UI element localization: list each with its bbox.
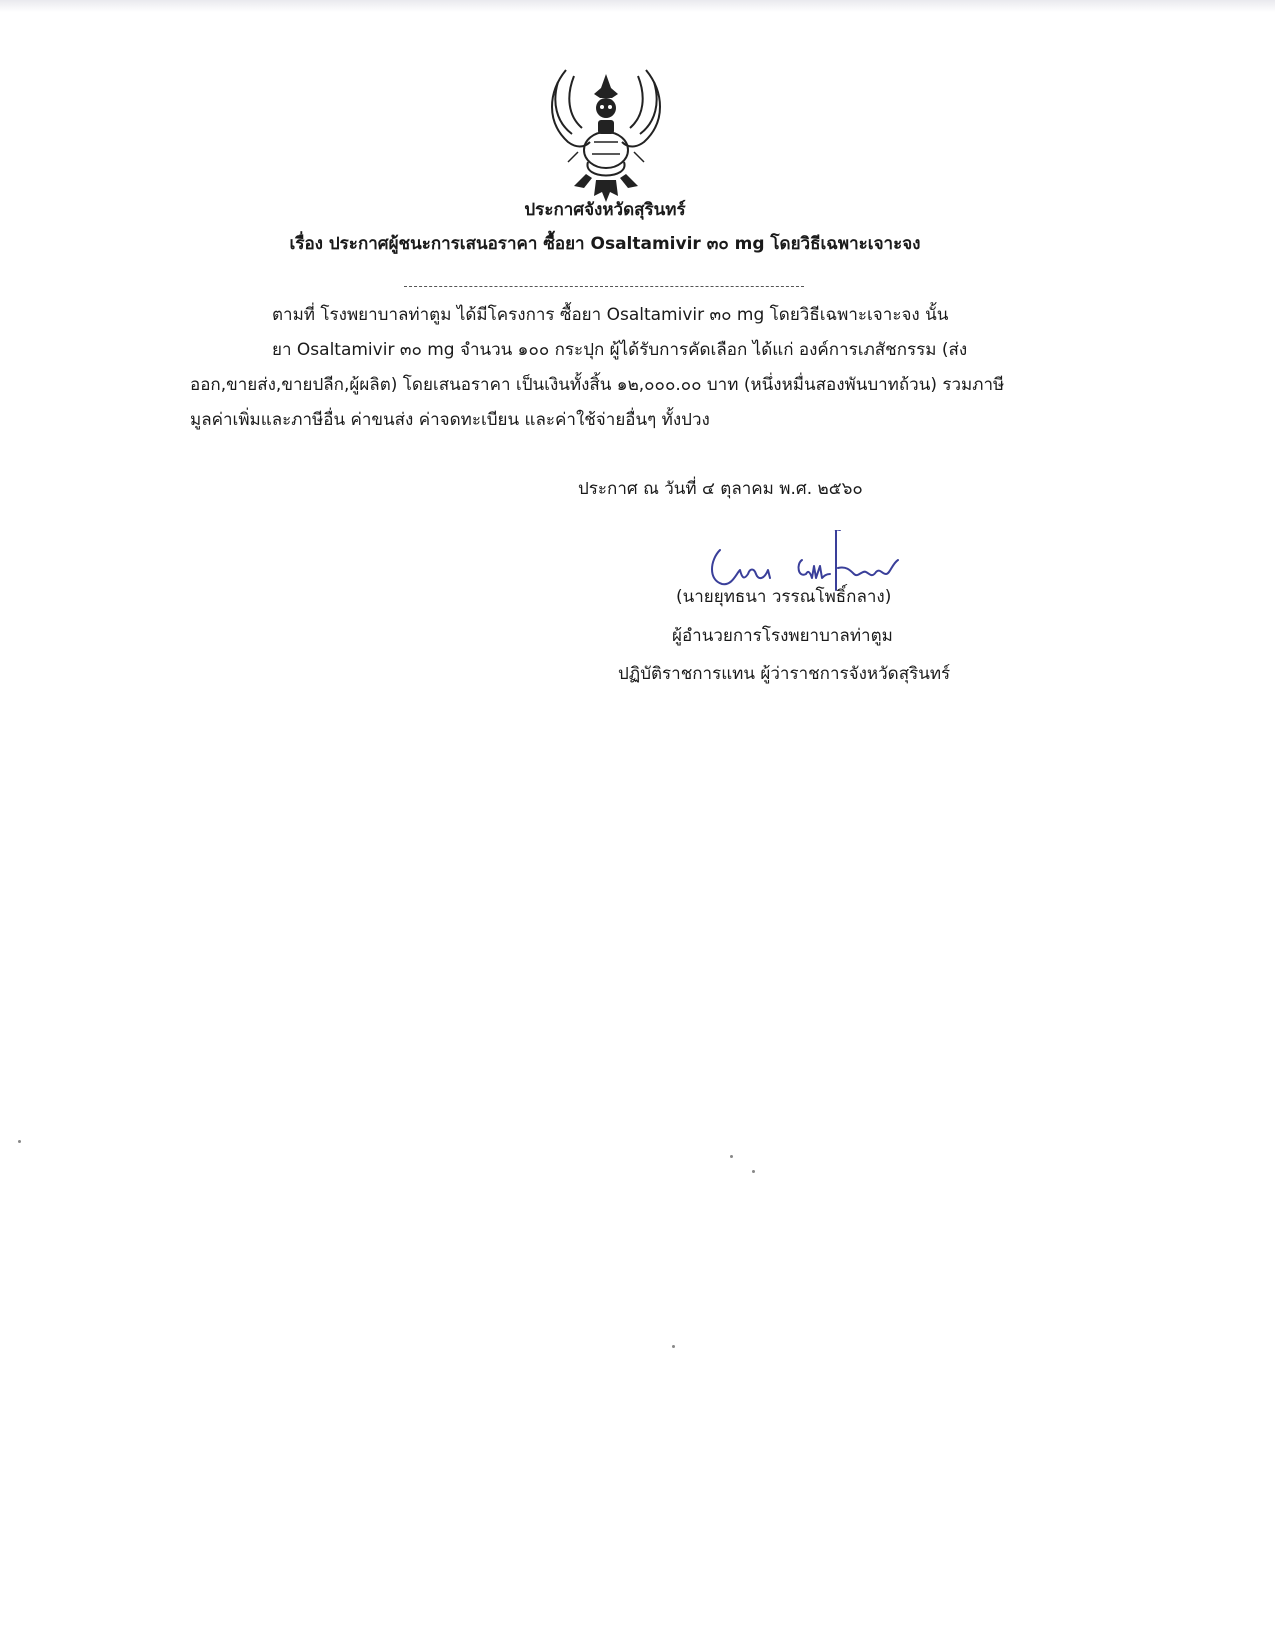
signer-position: ผู้อำนวยการโรงพยาบาลท่าตูม xyxy=(672,626,893,646)
scan-speck xyxy=(730,1155,733,1158)
signer-acting-on-behalf: ปฏิบัติราชการแทน ผู้ว่าราชการจังหวัดสุรินทร์ xyxy=(618,664,951,684)
announcement-date: ประกาศ ณ วันที่ ๔ ตุลาคม พ.ศ. ๒๕๖๐ xyxy=(578,479,863,499)
announcement-title: ประกาศจังหวัดสุรินทร์ xyxy=(524,200,686,220)
scan-speck xyxy=(752,1170,755,1173)
scan-edge-shade xyxy=(0,0,1275,12)
signer-name: (นายยุทธนา วรรณโพธิ์กลาง) xyxy=(676,587,892,607)
body-line-4: มูลค่าเพิ่มและภาษีอื่น ค่าขนส่ง ค่าจดทะเบียน และค่าใช้จ่ายอื่นๆ ทั้งปวง xyxy=(190,410,710,430)
body-line-3: ออก,ขายส่ง,ขายปลีก,ผู้ผลิต) โดยเสนอราคา เป็นเงินทั้งสิ้น ๑๒,๐๐๐.๐๐ บาท (หนึ่งหมื่นสองพันบาทถ้วน) รวมภาษี xyxy=(190,375,1005,395)
garuda-emblem-icon xyxy=(538,62,674,206)
body-line-1: ตามที่ โรงพยาบาลท่าตูม ได้มีโครงการ ซื้อยา Osaltamivir ๓๐ mg โดยวิธีเฉพาะเจาะจง นั้น xyxy=(272,305,949,325)
body-line-2: ยา Osaltamivir ๓๐ mg จำนวน ๑๐๐ กระปุก ผู้ได้รับการคัดเลือก ได้แก่ องค์การเภสัชกรรม (ส่ง xyxy=(272,340,968,360)
divider-line xyxy=(404,286,804,287)
announcement-subject: เรื่อง ประกาศผู้ชนะการเสนอราคา ซื้อยา Osaltamivir ๓๐ mg โดยวิธีเฉพาะเจาะจง xyxy=(289,234,921,254)
scan-speck xyxy=(18,1140,21,1143)
scan-speck xyxy=(672,1345,675,1348)
